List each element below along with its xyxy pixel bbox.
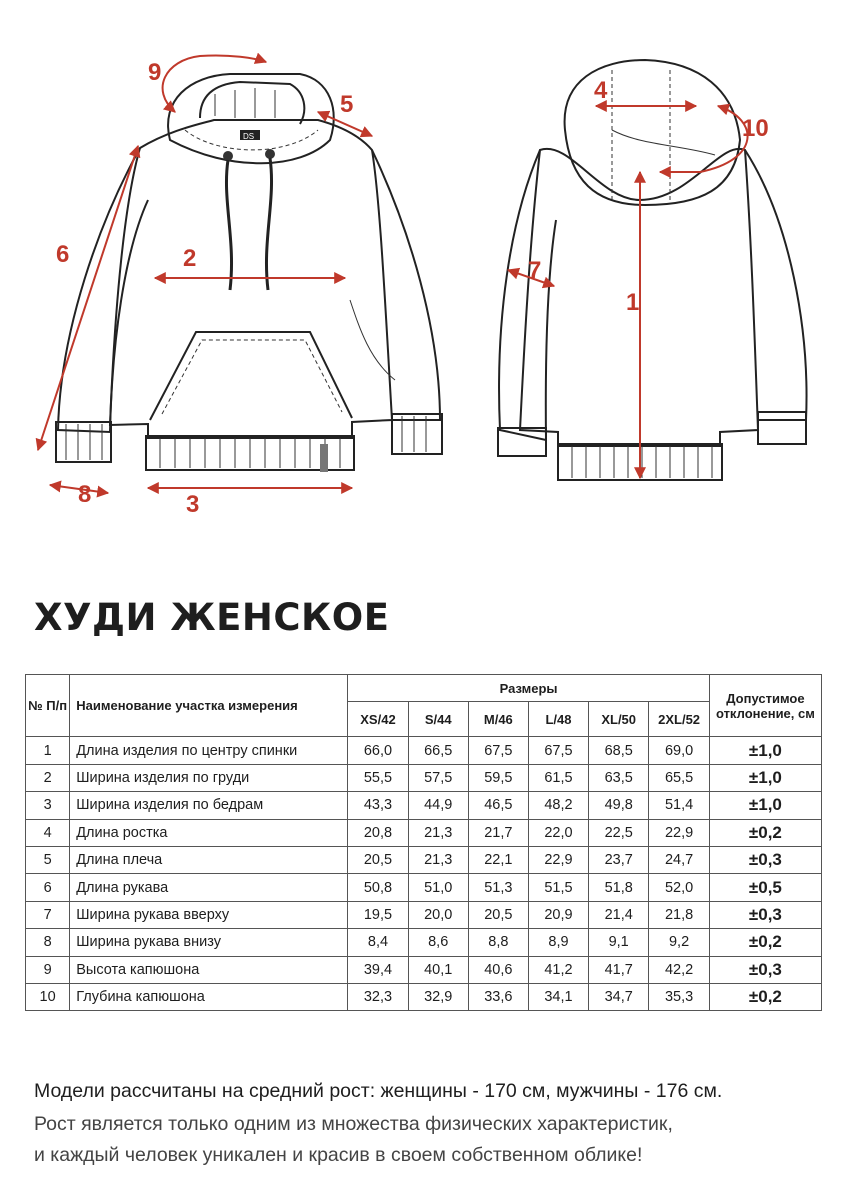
- row-size-value: 35,3: [649, 983, 710, 1010]
- row-size-value: 46,5: [468, 792, 528, 819]
- label-5: 5: [340, 91, 354, 118]
- size-table: [25, 674, 822, 1011]
- row-size-value: 20,8: [348, 819, 408, 846]
- row-size-value: 61,5: [528, 764, 588, 791]
- row-measurement-name: Длина изделия по центру спинки: [70, 737, 348, 764]
- row-size-value: 22,0: [528, 819, 588, 846]
- row-size-value: 19,5: [348, 901, 408, 928]
- row-number: 4: [26, 819, 70, 846]
- row-size-value: 22,1: [468, 846, 528, 873]
- row-tolerance: ±0,2: [709, 983, 821, 1010]
- row-size-value: 67,5: [528, 737, 588, 764]
- row-number: 10: [26, 983, 70, 1010]
- row-tolerance: ±0,2: [709, 819, 821, 846]
- header-size: 2XL/52: [649, 702, 710, 737]
- row-number: 2: [26, 764, 70, 791]
- header-size: XL/50: [589, 702, 649, 737]
- table-row: [26, 956, 822, 983]
- row-size-value: 67,5: [468, 737, 528, 764]
- table-row: [26, 874, 822, 901]
- row-measurement-name: Глубина капюшона: [70, 983, 348, 1010]
- row-measurement-name: Ширина изделия по груди: [70, 764, 348, 791]
- header-size: S/44: [408, 702, 468, 737]
- row-size-value: 21,3: [408, 846, 468, 873]
- row-size-value: 22,5: [589, 819, 649, 846]
- label-1: 1: [626, 289, 640, 316]
- row-tolerance: ±0,3: [709, 956, 821, 983]
- row-size-value: 23,7: [589, 846, 649, 873]
- table-row: [26, 764, 822, 791]
- row-size-value: 8,6: [408, 929, 468, 956]
- row-number: 6: [26, 874, 70, 901]
- row-tolerance: ±1,0: [709, 792, 821, 819]
- row-size-value: 20,0: [408, 901, 468, 928]
- row-size-value: 51,4: [649, 792, 710, 819]
- table-row: [26, 846, 822, 873]
- row-number: 9: [26, 956, 70, 983]
- row-size-value: 21,7: [468, 819, 528, 846]
- row-size-value: 40,6: [468, 956, 528, 983]
- row-size-value: 21,4: [589, 901, 649, 928]
- row-size-value: 20,9: [528, 901, 588, 928]
- table-row: [26, 983, 822, 1010]
- row-size-value: 22,9: [528, 846, 588, 873]
- row-size-value: 66,0: [348, 737, 408, 764]
- table-row: [26, 819, 822, 846]
- brand-logo: DS: [243, 132, 255, 141]
- row-measurement-name: Высота капюшона: [70, 956, 348, 983]
- row-size-value: 41,7: [589, 956, 649, 983]
- table-row: [26, 737, 822, 764]
- row-size-value: 32,3: [348, 983, 408, 1010]
- table-row: [26, 792, 822, 819]
- row-size-value: 55,5: [348, 764, 408, 791]
- label-8: 8: [78, 481, 92, 508]
- header-size: XS/42: [348, 702, 408, 737]
- row-measurement-name: Ширина изделия по бедрам: [70, 792, 348, 819]
- row-size-value: 68,5: [589, 737, 649, 764]
- row-size-value: 48,2: [528, 792, 588, 819]
- front-view: [56, 74, 442, 472]
- label-4: 4: [594, 77, 608, 104]
- row-size-value: 43,3: [348, 792, 408, 819]
- row-size-value: 8,4: [348, 929, 408, 956]
- row-size-value: 24,7: [649, 846, 710, 873]
- row-measurement-name: Длина рукава: [70, 874, 348, 901]
- header-sizes-group: Размеры: [348, 675, 710, 702]
- row-size-value: 9,1: [589, 929, 649, 956]
- row-measurement-name: Ширина рукава внизу: [70, 929, 348, 956]
- row-number: 1: [26, 737, 70, 764]
- row-size-value: 20,5: [468, 901, 528, 928]
- label-7: 7: [528, 257, 542, 284]
- row-size-value: 22,9: [649, 819, 710, 846]
- row-measurement-name: Длина плеча: [70, 846, 348, 873]
- row-size-value: 8,9: [528, 929, 588, 956]
- row-size-value: 51,5: [528, 874, 588, 901]
- row-size-value: 40,1: [408, 956, 468, 983]
- row-size-value: 66,5: [408, 737, 468, 764]
- table-row: [26, 929, 822, 956]
- row-size-value: 52,0: [649, 874, 710, 901]
- row-size-value: 41,2: [528, 956, 588, 983]
- label-10: 10: [742, 115, 769, 142]
- note-line-2: Рост является только одним из множества физических характеристик,: [34, 1113, 673, 1135]
- row-size-value: 21,8: [649, 901, 710, 928]
- header-number: № П/п: [26, 675, 70, 737]
- row-number: 7: [26, 901, 70, 928]
- row-size-value: 44,9: [408, 792, 468, 819]
- hoodie-diagram: [0, 0, 841, 560]
- row-size-value: 34,1: [528, 983, 588, 1010]
- page-title: ХУДИ ЖЕНСКОЕ: [34, 596, 390, 639]
- label-9: 9: [148, 59, 162, 86]
- row-size-value: 59,5: [468, 764, 528, 791]
- row-size-value: 63,5: [589, 764, 649, 791]
- label-2: 2: [183, 245, 197, 272]
- label-6: 6: [56, 241, 70, 268]
- row-size-value: 69,0: [649, 737, 710, 764]
- row-tolerance: ±0,3: [709, 901, 821, 928]
- row-size-value: 21,3: [408, 819, 468, 846]
- row-tolerance: ±1,0: [709, 737, 821, 764]
- row-number: 5: [26, 846, 70, 873]
- row-measurement-name: Ширина рукава вверху: [70, 901, 348, 928]
- row-size-value: 39,4: [348, 956, 408, 983]
- row-number: 3: [26, 792, 70, 819]
- row-size-value: 49,8: [589, 792, 649, 819]
- row-size-value: 20,5: [348, 846, 408, 873]
- note-height: Модели рассчитаны на средний рост: женщины - 170 см, мужчины - 176 см.: [34, 1080, 723, 1102]
- row-size-value: 50,8: [348, 874, 408, 901]
- row-size-value: 65,5: [649, 764, 710, 791]
- row-size-value: 32,9: [408, 983, 468, 1010]
- header-size: M/46: [468, 702, 528, 737]
- row-tolerance: ±1,0: [709, 764, 821, 791]
- header-size: L/48: [528, 702, 588, 737]
- row-size-value: 9,2: [649, 929, 710, 956]
- row-number: 8: [26, 929, 70, 956]
- row-size-value: 57,5: [408, 764, 468, 791]
- row-tolerance: ±0,3: [709, 846, 821, 873]
- label-3: 3: [186, 491, 200, 518]
- row-measurement-name: Длина ростка: [70, 819, 348, 846]
- header-tolerance: Допустимое отклонение, см: [709, 675, 821, 737]
- row-tolerance: ±0,2: [709, 929, 821, 956]
- row-size-value: 42,2: [649, 956, 710, 983]
- table-row: [26, 901, 822, 928]
- row-size-value: 51,8: [589, 874, 649, 901]
- row-size-value: 34,7: [589, 983, 649, 1010]
- header-name: Наименование участка измерения: [70, 675, 348, 737]
- row-tolerance: ±0,5: [709, 874, 821, 901]
- row-size-value: 33,6: [468, 983, 528, 1010]
- note-line-3: и каждый человек уникален и красив в своем собственном облике!: [34, 1144, 643, 1166]
- table-body: [26, 737, 822, 1011]
- row-size-value: 8,8: [468, 929, 528, 956]
- row-size-value: 51,0: [408, 874, 468, 901]
- table-header-row: [26, 675, 822, 702]
- row-size-value: 51,3: [468, 874, 528, 901]
